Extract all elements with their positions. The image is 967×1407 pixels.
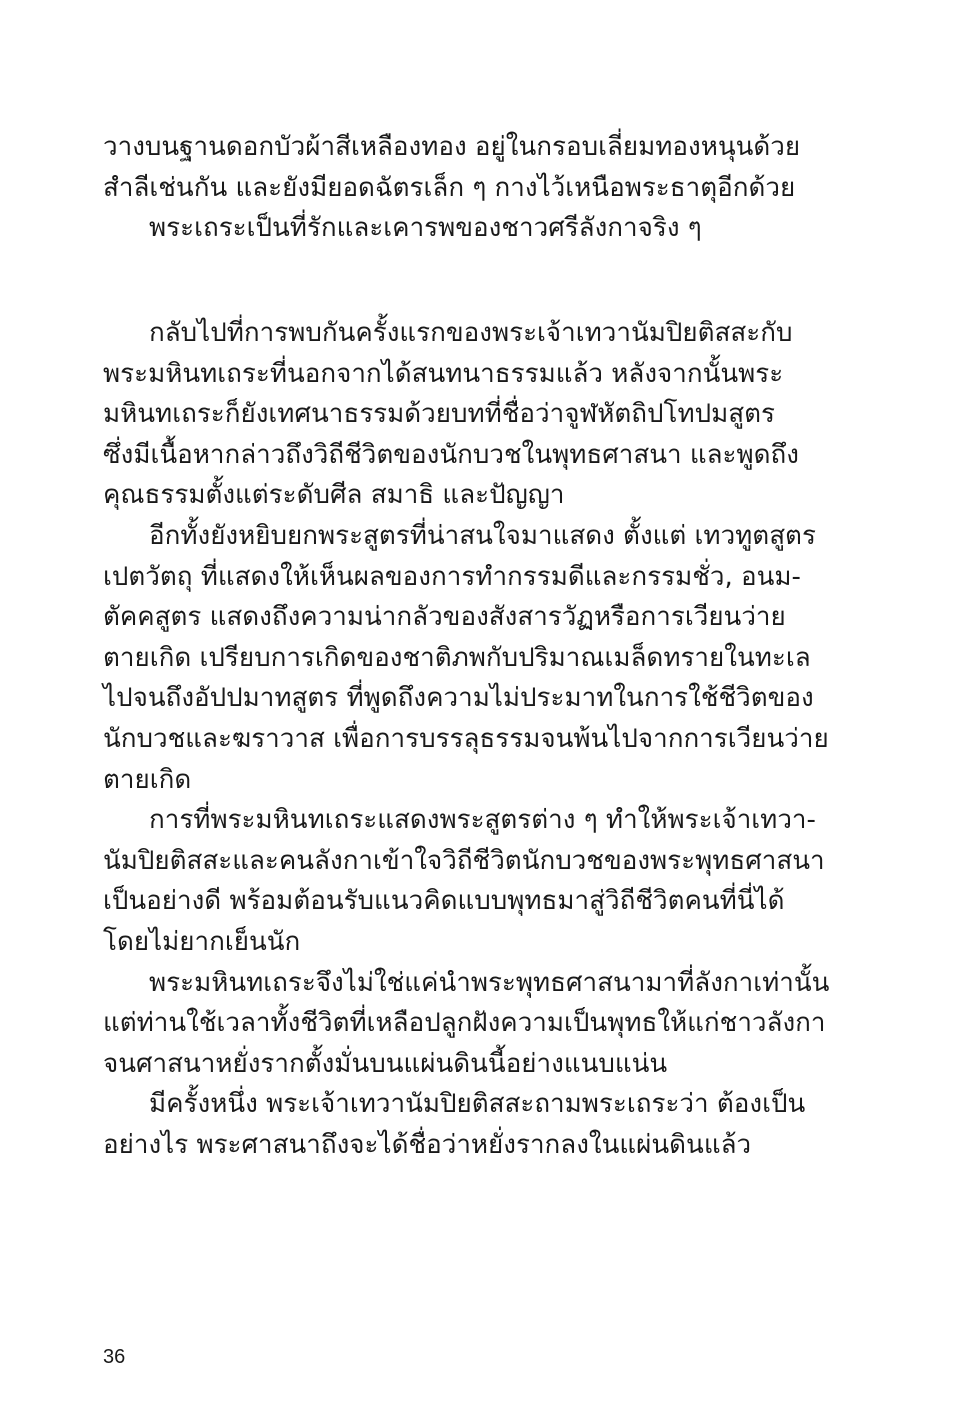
text-line: นักบวชและฆราวาส เพื่อการบรรลุธรรมจนพ้นไปจากการเวียนว่าย bbox=[103, 723, 829, 754]
text-line: ซึ่งมีเนื้อหากล่าวถึงวิถีชีวิตของนักบวชในพุทธศาสนา และพูดถึง bbox=[103, 439, 799, 470]
text-line: การที่พระมหินทเถระแสดงพระสูตรต่าง ๆ ทำให้พระเจ้าเทวา- bbox=[149, 805, 816, 836]
text-line: พระมหินทเถระที่นอกจากได้สนทนาธรรมแล้ว หลังจากนั้นพระ bbox=[103, 358, 784, 389]
text-line: คุณธรรมตั้งแต่ระดับศีล สมาธิ และปัญญา bbox=[103, 480, 565, 511]
text-line: ตายเกิด bbox=[103, 764, 192, 795]
text-line: ตายเกิด เปรียบการเกิดของชาติภพกับปริมาณเมล็ดทรายในทะเล bbox=[103, 642, 811, 673]
text-line: พระเถระเป็นที่รักและเคารพของชาวศรีลังกาจริง ๆ bbox=[149, 213, 702, 244]
paragraph-block-main bbox=[103, 313, 830, 1165]
text-line: แต่ท่านใช้เวลาทั้งชีวิตที่เหลือปลูกฝังความเป็นพุทธให้แก่ชาวลังกา bbox=[103, 1008, 826, 1039]
text-line: กลับไปที่การพบกันครั้งแรกของพระเจ้าเทวานัมปิยติสสะกับ bbox=[149, 318, 793, 348]
text-line: เปตวัตถุ ที่แสดงให้เห็นผลของการทำกรรมดีและกรรมชั่ว, อนม- bbox=[103, 561, 801, 592]
text-line: นัมปิยติสสะและคนลังกาเข้าใจวิถีชีวิตนักบวชของพระพุทธศาสนา bbox=[103, 845, 825, 876]
text-line: วางบนฐานดอกบัวผ้าสีเหลืองทอง อยู่ในกรอบเลี่ยมทองหนุนด้วย bbox=[103, 132, 801, 162]
text-line: อีกทั้งยังหยิบยกพระสูตรที่น่าสนใจมาแสดง ตั้งแต่ เทวทูตสูตร bbox=[149, 520, 816, 551]
page-number: 36 bbox=[103, 1346, 126, 1368]
text-line: จนศาสนาหยั่งรากตั้งมั่นบนแผ่นดินนี้อย่างแนบแน่น bbox=[103, 1048, 668, 1079]
paragraph-block-top bbox=[103, 127, 801, 249]
text-line: อย่างไร พระศาสนาถึงจะได้ชื่อว่าหยั่งรากลงในแผ่นดินแล้ว bbox=[103, 1129, 752, 1160]
text-line: มหินทเถระก็ยังเทศนาธรรมด้วยบทที่ชื่อว่าจูฬหัตถิปโทปมสูตร bbox=[103, 399, 775, 430]
text-line: สำลีเช่นกัน และยังมียอดฉัตรเล็ก ๆ กางไว้เหนือพระธาตุอีกด้วย bbox=[103, 172, 796, 203]
text-line: เป็นอย่างดี พร้อมต้อนรับแนวคิดแบบพุทธมาสู่วิถีชีวิตคนที่นี่ได้ bbox=[103, 886, 785, 917]
text-line: พระมหินทเถระจึงไม่ใช่แค่นำพระพุทธศาสนามาที่ลังกาเท่านั้น bbox=[149, 967, 830, 998]
text-line: โดยไม่ยากเย็นนัก bbox=[103, 926, 301, 957]
text-line: ไปจนถึงอัปปมาทสูตร ที่พูดถึงความไม่ประมาทในการใช้ชีวิตของ bbox=[103, 683, 814, 714]
text-line: ตัคคสูตร แสดงถึงความน่ากลัวของสังสารวัฏหรือการเวียนว่าย bbox=[103, 602, 786, 633]
text-line: มีครั้งหนึ่ง พระเจ้าเทวานัมปิยติสสะถามพระเถระว่า ต้องเป็น bbox=[149, 1089, 806, 1120]
